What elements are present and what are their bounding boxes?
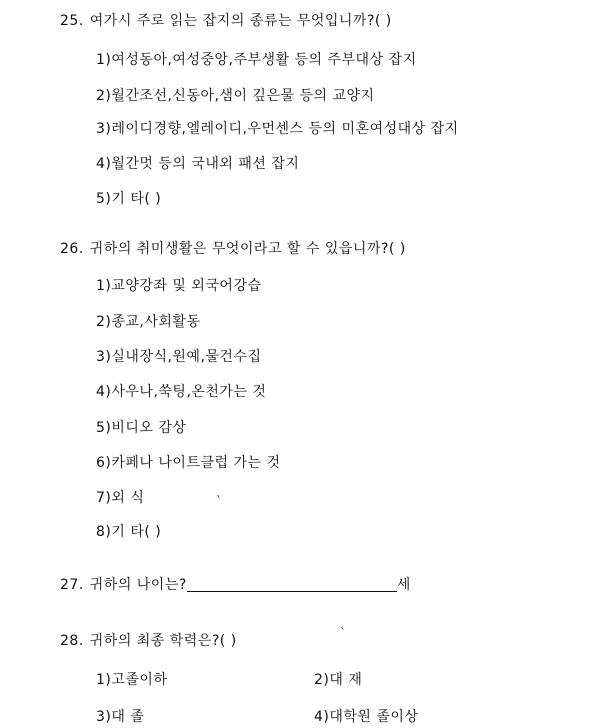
option-26-6: 6)카페나 나이트클럽 가는 것	[96, 455, 281, 471]
question-28	[60, 630, 237, 650]
question-number: 25.	[60, 13, 84, 29]
option-25-5: 5)기 타( )	[96, 191, 162, 207]
option-25-4: 4)월간멋 등의 국내외 패션 잡지	[96, 156, 300, 172]
stray-mark: ˋ	[216, 494, 222, 508]
option-28-4: 4)대학원 졸이상	[314, 709, 419, 725]
option-26-2: 2)종교,사회활동	[96, 314, 201, 330]
question-number: 28.	[60, 633, 84, 649]
question-text: 귀하의 취미생활은 무엇이라고 할 수 있읍니까?( )	[89, 241, 406, 257]
question-27	[60, 574, 411, 594]
option-28-3: 3)대 졸	[96, 709, 145, 725]
age-unit: 세	[396, 577, 411, 593]
question-number: 26.	[60, 241, 84, 257]
stray-mark: ˋ	[340, 626, 346, 640]
option-26-3: 3)실내장식,원예,물건수집	[96, 349, 262, 365]
option-26-4: 4)사우나,쑥팅,온천가는 것	[96, 384, 267, 400]
question-25	[60, 10, 392, 30]
option-26-1: 1)교양강좌 및 외국어강습	[96, 278, 262, 294]
option-26-8: 8)기 타( )	[96, 524, 162, 540]
question-26	[60, 238, 406, 258]
question-text: 여가시 주로 읽는 잡지의 종류는 무엇입니까?( )	[89, 13, 392, 29]
option-28-1: 1)고졸이하	[96, 672, 168, 688]
question-text: 귀하의 최종 학력은?( )	[89, 633, 237, 649]
question-text: 귀하의 나이는?	[89, 577, 187, 593]
age-answer-line[interactable]	[187, 577, 397, 592]
option-26-7: 7)외 식	[96, 490, 145, 506]
option-26-5: 5)비디오 감상	[96, 420, 187, 436]
option-25-3: 3)레이디경향,엘레이디,우먼센스 등의 미혼여성대상 잡지	[96, 121, 459, 137]
option-25-2: 2)월간조선,신동아,샘이 깊은물 등의 교양지	[96, 88, 375, 104]
option-25-1: 1)여성동아,여성중앙,주부생활 등의 주부대상 잡지	[96, 52, 417, 68]
question-number: 27.	[60, 577, 84, 593]
option-28-2: 2)대 재	[314, 672, 363, 688]
